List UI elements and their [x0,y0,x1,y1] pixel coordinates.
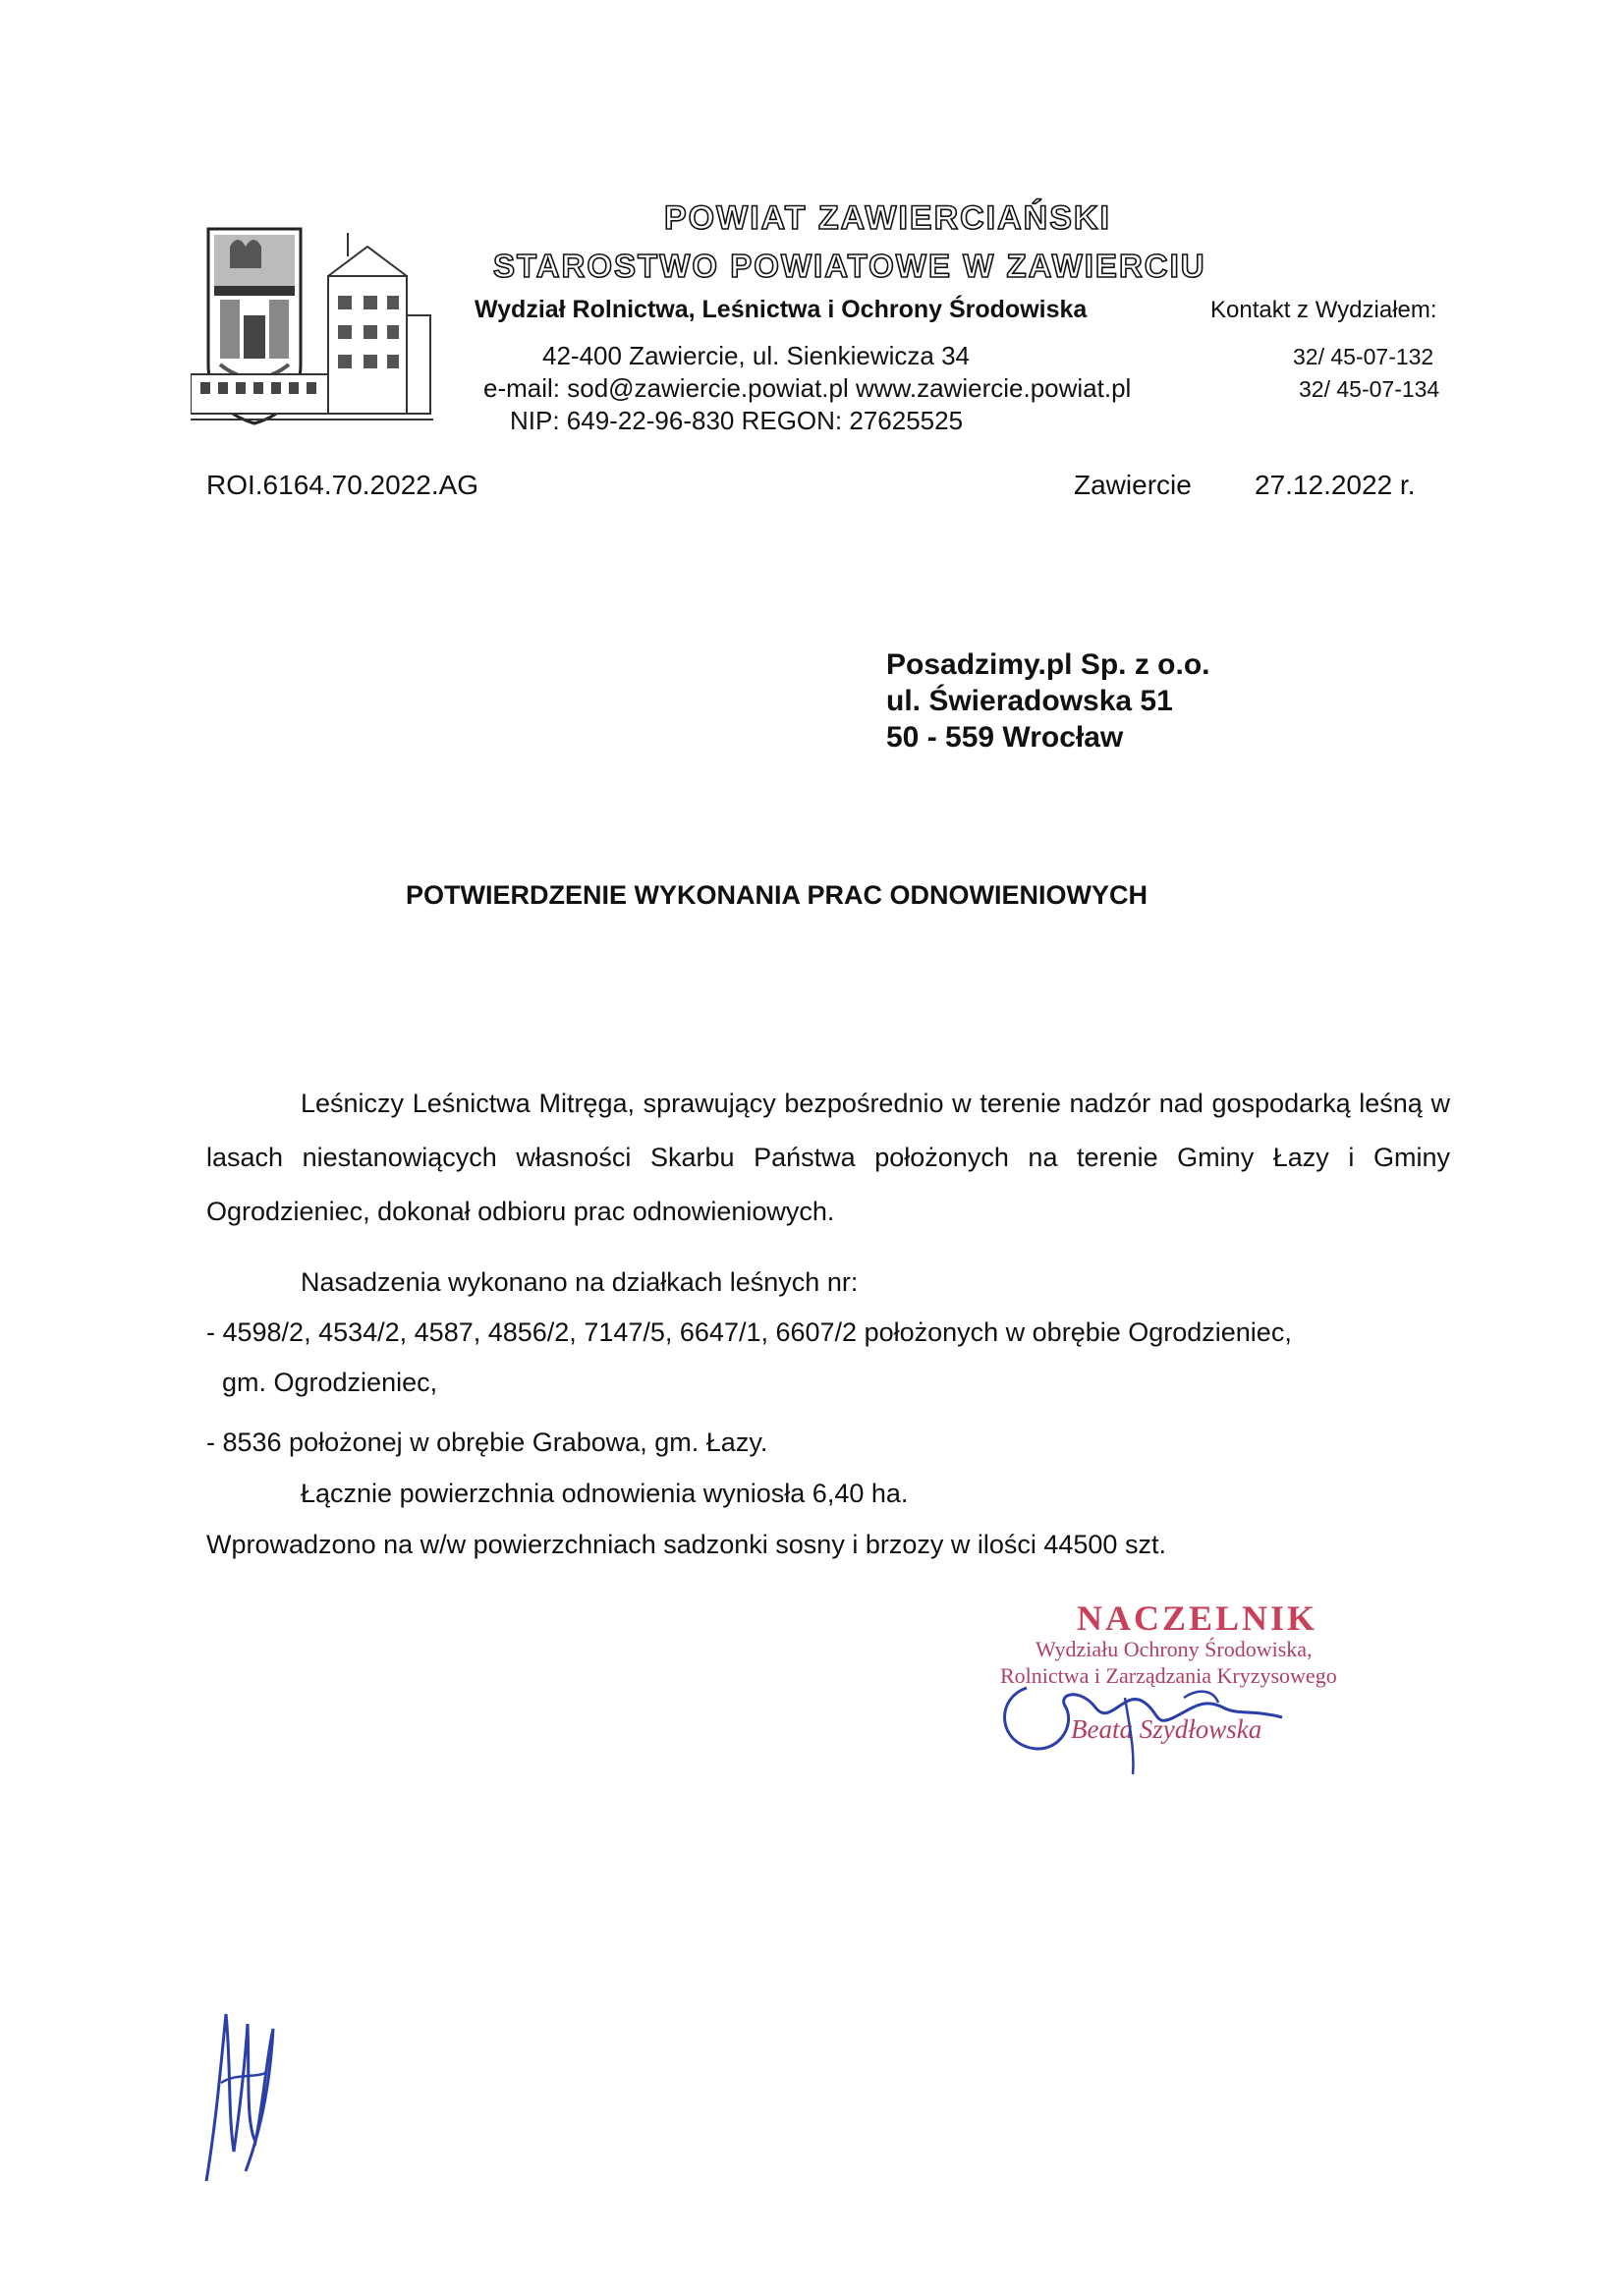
initials-signature [187,2004,285,2191]
document-title: POTWIERDZENIE WYKONANIA PRAC ODNOWIENIOWYCH [406,880,1148,910]
stamp-department-line2: Rolnictwa i Zarządzania Kryzysowego [1000,1663,1337,1688]
letter-place: Zawiercie [1074,470,1192,500]
stamp-name: Beata Szydłowska [1071,1714,1262,1744]
recipient-city: 50 - 559 Wrocław [886,721,1124,754]
phone-number-1: 32/ 45-07-132 [1293,344,1434,369]
plots-intro: Nasadzenia wykonano na działkach leśnych nr: [301,1267,859,1297]
plots-list-item-continuation: gm. Ogrodzieniec, [222,1368,438,1397]
contact-label: Kontakt z Wydziałem: [1210,297,1437,323]
starostwo-logo [191,217,433,428]
department-name: Wydział Rolnictwa, Leśnictwa i Ochrony Środowiska [475,296,1088,323]
office-address: 42-400 Zawiercie, ul. Sienkiewicza 34 [542,341,970,370]
office-tax-ids: NIP: 649-22-96-830 REGON: 27625525 [510,406,964,435]
stamp-role: NACZELNIK [1077,1598,1318,1638]
plots-list-item: - 4598/2, 4534/2, 4587, 4856/2, 7147/5, 6647/1, 6607/2 położonych w obrębie Ogrodzieniec, [206,1317,1292,1347]
office-email-web: e-mail: sod@zawiercie.powiat.pl www.zawiercie.powiat.pl [483,373,1132,403]
handwritten-signature [987,1658,1331,1776]
stamp-department-line1: Wydziału Ochrony Środowiska, [1036,1637,1313,1661]
seedlings-summary: Wprowadzono na w/w powierzchniach sadzonki sosny i brzozy w ilości 44500 szt. [206,1530,1166,1559]
recipient-street: ul. Świeradowska 51 [886,685,1173,717]
reference-number: ROI.6164.70.2022.AG [206,470,479,500]
recipient-name: Posadzimy.pl Sp. z o.o. [886,648,1210,681]
body-paragraph: Leśniczy Leśnictwa Mitręga, sprawujący bezpośrednio w terenie nadzór nad gospodarką leśną w lasach niestanowiących własności Skarbu Państwa położonych na terenie Gminy Łazy i Gminy Ogrodzieniec, dokonał odbioru prac odnowieniowych. [206,1089,1450,1226]
phone-number-2: 32/ 45-07-134 [1299,376,1440,402]
letter-date: 27.12.2022 r. [1255,470,1416,500]
plots-list-item: - 8536 położonej w obrębie Grabowa, gm. Łazy. [206,1428,768,1457]
office-heading: STAROSTWO POWIATOWE W ZAWIERCIU [493,248,1206,284]
area-summary: Łącznie powierzchnia odnowienia wyniosła 6,40 ha. [301,1479,909,1508]
county-heading: POWIAT ZAWIERCIAŃSKI [664,199,1111,237]
